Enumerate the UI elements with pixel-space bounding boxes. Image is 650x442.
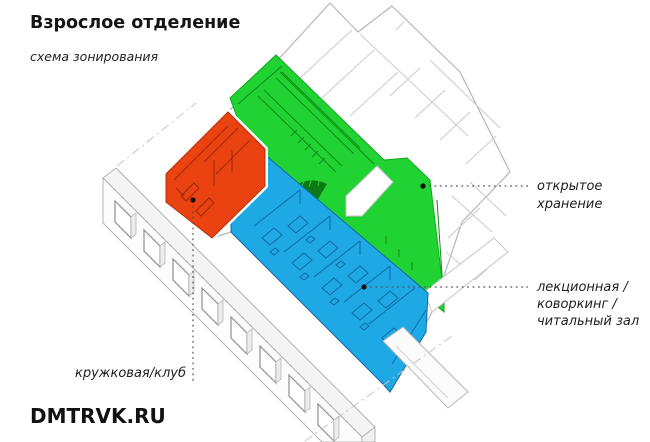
page-subtitle: схема зонирования [30,49,159,64]
label-open-storage-line1: открытое [537,179,603,194]
label-lecture-line2: коворкинг / [537,297,617,312]
label-lecture-line3: читальный зал [537,314,640,329]
page-title: Взрослое отделение [30,13,241,33]
label-open-storage-line2: хранение [537,197,603,212]
leader-dot-lecture [361,284,366,289]
leader-dot-club [190,197,195,202]
watermark-logo: DMTRVK.RU [30,404,166,428]
label-club: кружковая/клуб [74,366,186,381]
label-lecture-line1: лекционная / [537,280,628,295]
leader-dot-open-storage [420,183,425,188]
